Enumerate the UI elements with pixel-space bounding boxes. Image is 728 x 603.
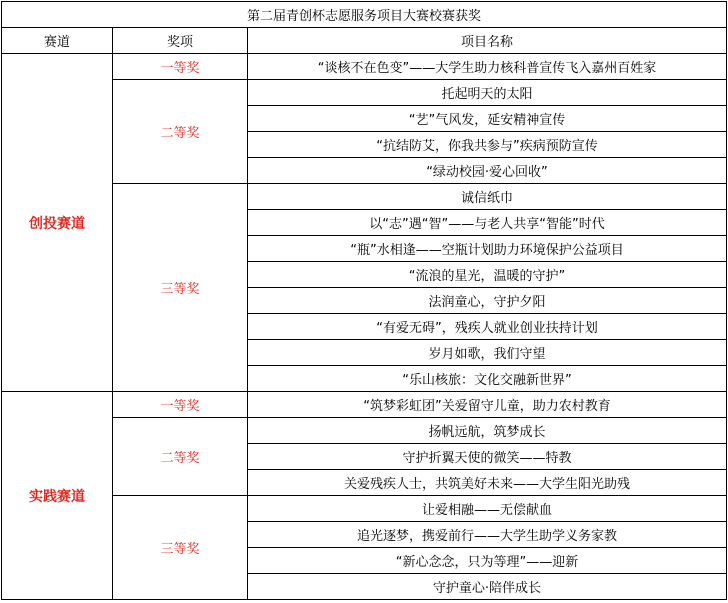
table-row [2, 392, 727, 418]
project-cell: 岁月如歌，我们守望 [248, 340, 727, 366]
project-cell: “绿动校园·爱心回收” [248, 158, 727, 184]
header-project: 项目名称 [248, 28, 727, 54]
project-cell: “新心念念，只为等理”——迎新 [248, 548, 727, 574]
project-cell: 法润童心，守护夕阳 [248, 288, 727, 314]
project-cell: 让爱相融——无偿献血 [248, 496, 727, 522]
project-cell: “艺”气风发，延安精神宣传 [248, 106, 727, 132]
project-cell: 追光逐梦，携爱前行——大学生助学义务家教 [248, 522, 727, 548]
awards-table [1, 1, 727, 600]
project-cell: “筑梦彩虹团”关爱留守儿童，助力农村教育 [248, 392, 727, 418]
award-cell: 三等奖 [113, 496, 248, 600]
award-cell: 二等奖 [113, 418, 248, 496]
project-cell: 扬帆远航，筑梦成长 [248, 418, 727, 444]
project-cell: “流浪的星光，温暖的守护” [248, 262, 727, 288]
title-row [2, 2, 727, 28]
project-cell: 托起明天的太阳 [248, 80, 727, 106]
project-cell: “瓶”水相逢——空瓶计划助力环境保护公益项目 [248, 236, 727, 262]
header-row [2, 28, 727, 54]
project-cell: 诚信纸巾 [248, 184, 727, 210]
project-cell: “有爱无碍”，残疾人就业创业扶持计划 [248, 314, 727, 340]
project-cell: 守护折翼天使的微笑——特教 [248, 444, 727, 470]
project-cell: 守护童心·陪伴成长 [248, 574, 727, 600]
award-cell: 二等奖 [113, 80, 248, 184]
project-cell: 以“志”遇“智”——与老人共享“智能”时代 [248, 210, 727, 236]
table-title: 第二届青创杯志愿服务项目大赛校赛获奖 [2, 2, 727, 28]
track-cell: 创投赛道 [2, 54, 113, 392]
awards-table-body [2, 2, 727, 600]
award-cell: 三等奖 [113, 184, 248, 392]
award-cell: 一等奖 [113, 392, 248, 418]
award-cell: 一等奖 [113, 54, 248, 80]
header-track: 赛道 [2, 28, 113, 54]
track-cell: 实践赛道 [2, 392, 113, 600]
project-cell: “谈核不在色变”——大学生助力核科普宣传飞入嘉州百姓家 [248, 54, 727, 80]
table-row [2, 54, 727, 80]
header-award: 奖项 [113, 28, 248, 54]
project-cell: 关爱残疾人士，共筑美好未来——大学生阳光助残 [248, 470, 727, 496]
project-cell: “乐山核旅：文化交融新世界” [248, 366, 727, 392]
project-cell: “抗结防艾，你我共参与”疾病预防宣传 [248, 132, 727, 158]
